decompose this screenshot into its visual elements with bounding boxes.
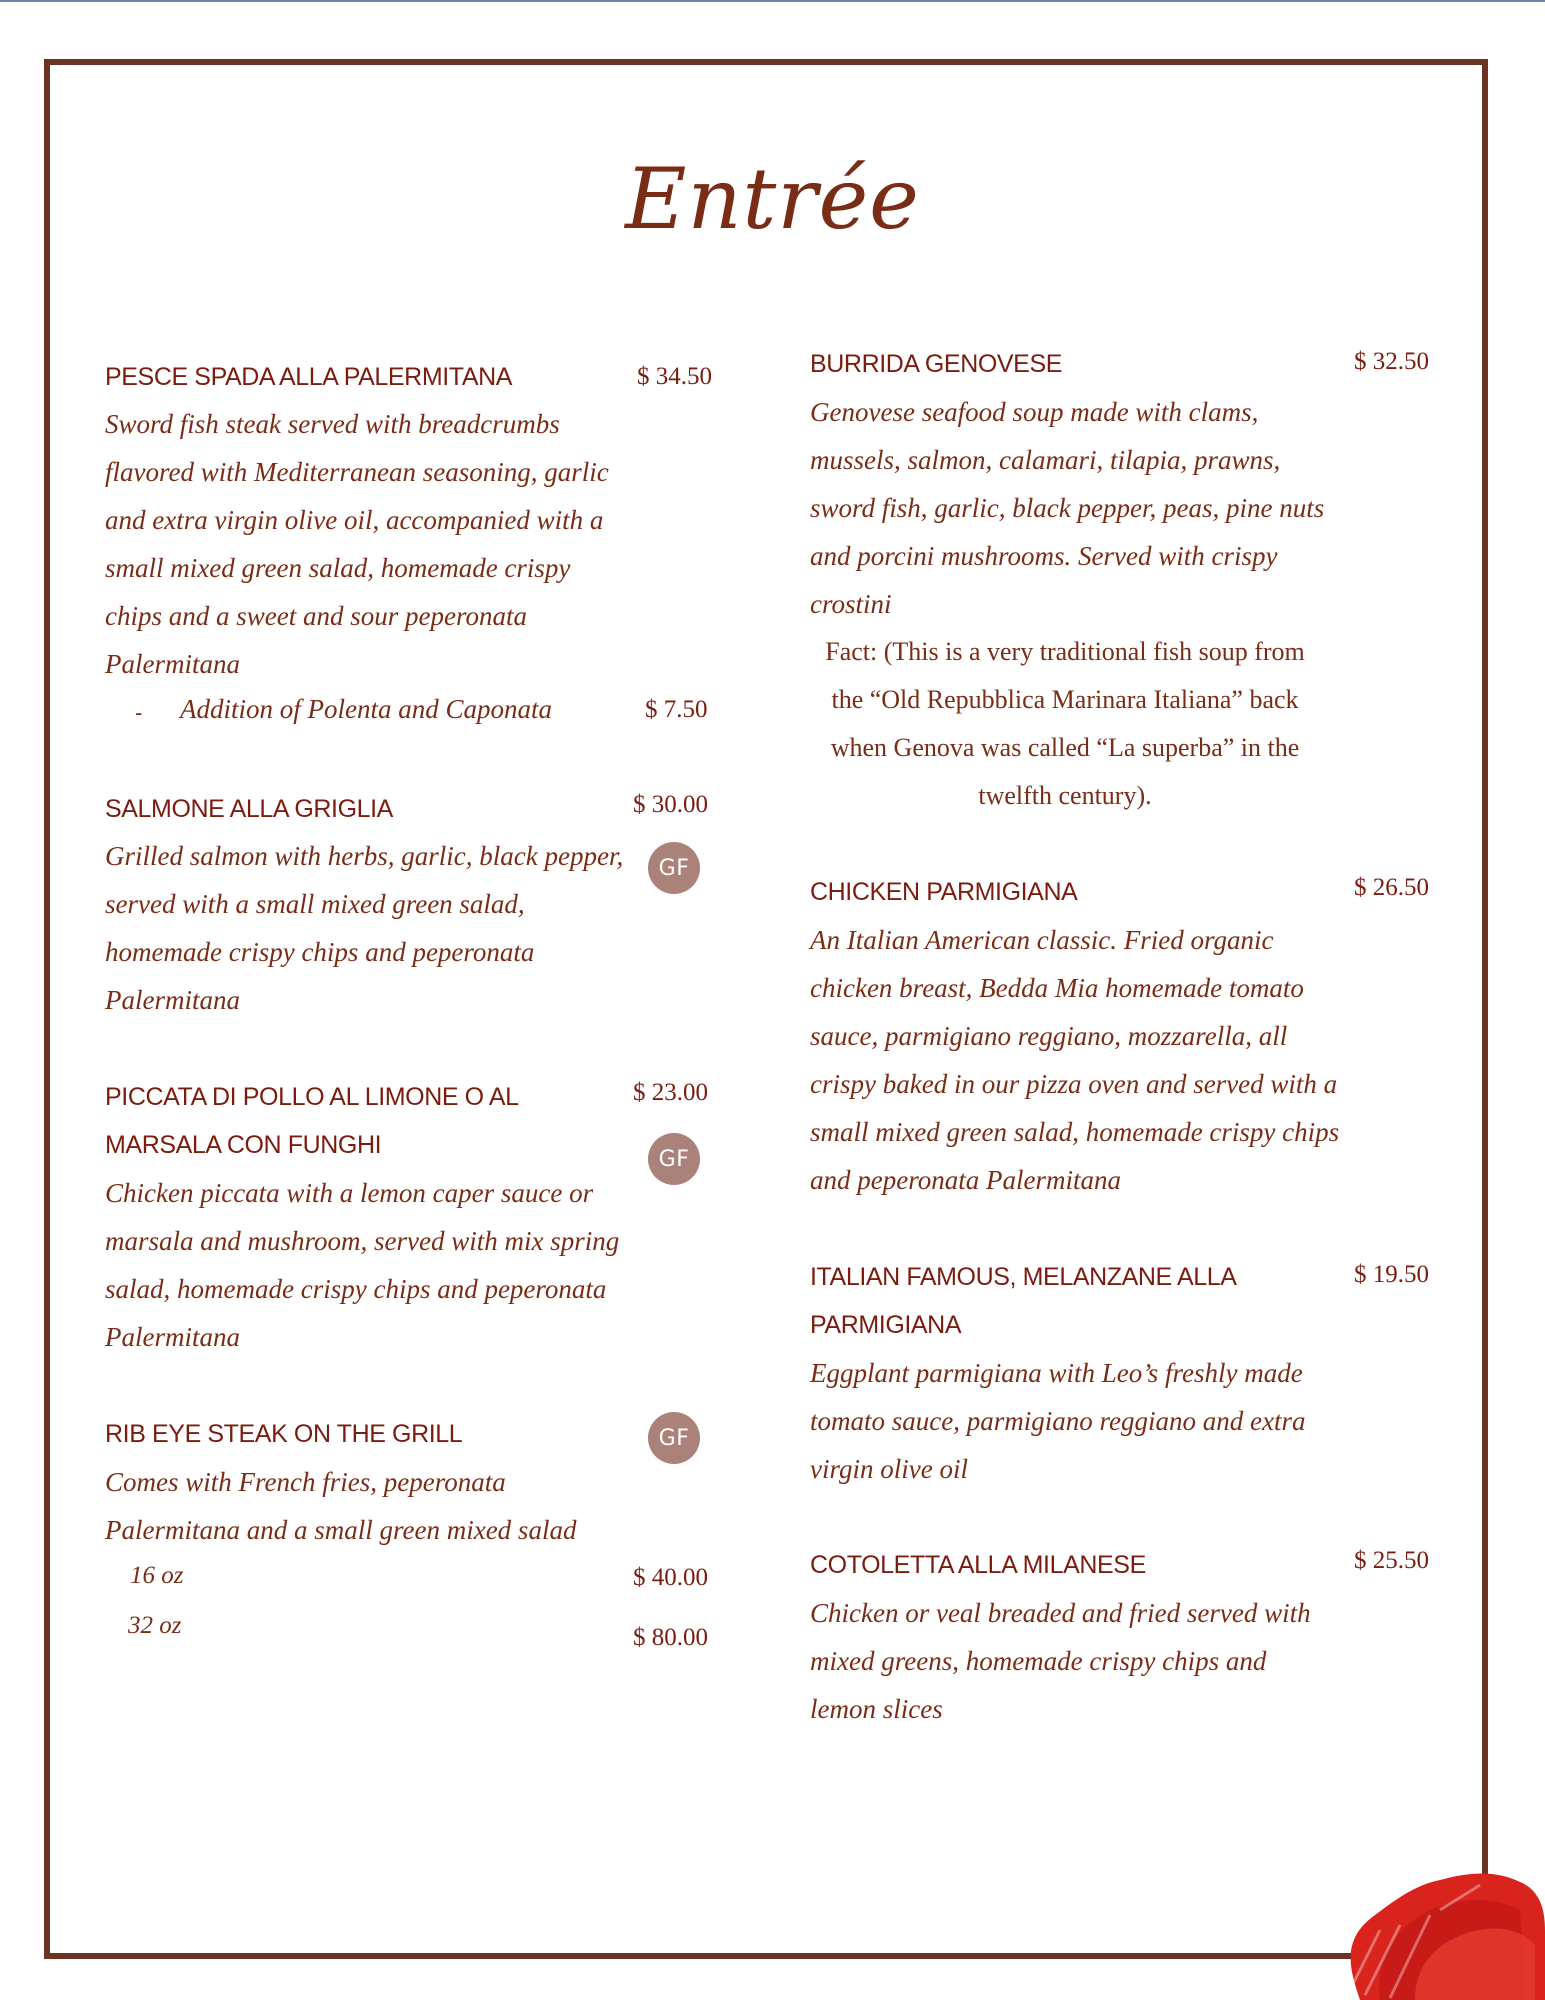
item-description: Genovese seafood soup made with clams, mussels, salmon, calamari, tilapia, prawns, sword fish, garlic, black pepper, peas, pine nuts and porcini mushrooms. Served with crispy crostini <box>810 397 1325 619</box>
item-name: SALMONE ALLA GRIGLIA <box>105 795 393 823</box>
item-name: PESCE SPADA ALLA PALERMITANA <box>105 363 513 391</box>
red-brush-stroke-icon <box>1320 1870 1545 2000</box>
gluten-free-badge: GF <box>648 1412 700 1464</box>
gluten-free-badge: GF <box>648 1133 700 1185</box>
size-price: $ 40.00 <box>633 1564 708 1591</box>
gluten-free-badge: GF <box>648 842 700 894</box>
size-price: $ 80.00 <box>633 1624 708 1651</box>
item-name: BURRIDA GENOVESE <box>810 350 1062 378</box>
item-name: CHICKEN PARMIGIANA <box>810 878 1078 906</box>
item-description: Comes with French fries, peperonata Palermitana and a small green mixed salad <box>105 1467 577 1545</box>
item-description: Chicken piccata with a lemon caper sauce or marsala and mushroom, served with mix spring salad, homemade crispy chips and peperonata Palermitana <box>105 1178 620 1352</box>
item-name: COTOLETTA ALLA MILANESE <box>810 1551 1146 1579</box>
item-name-line1: ITALIAN FAMOUS, MELANZANE ALLA <box>810 1263 1237 1291</box>
item-fact: Fact: (This is a very traditional fish soup from the “Old Repubblica Marinara Italiana” back when Genova was called “La superba” in the twelfth century). <box>825 637 1305 810</box>
size-label: 16 oz <box>130 1562 184 1589</box>
top-rule <box>0 0 1545 2</box>
item-name-line2: PARMIGIANA <box>810 1311 962 1339</box>
item-name: RIB EYE STEAK ON THE GRILL <box>105 1420 463 1448</box>
addon-price: $ 7.50 <box>645 696 708 723</box>
item-price: $ 25.50 <box>1354 1547 1429 1574</box>
item-price: $ 34.50 <box>637 363 712 390</box>
item-price: $ 19.50 <box>1354 1261 1429 1288</box>
item-description: Sword fish steak served with breadcrumbs flavored with Mediterranean seasoning, garlic and extra virgin olive oil, accompanied with a small mixed green salad, homemade crispy chips and a sweet and sour peperonata Palermitana <box>105 409 609 679</box>
item-price: $ 30.00 <box>633 791 708 818</box>
item-name-line2: MARSALA CON FUNGHI <box>105 1131 382 1159</box>
page-title: Entrée <box>625 150 920 248</box>
item-name-line1: PICCATA DI POLLO AL LIMONE O AL <box>105 1083 519 1111</box>
item-price: $ 32.50 <box>1354 348 1429 375</box>
item-price: $ 23.00 <box>633 1079 708 1106</box>
item-price: $ 26.50 <box>1354 874 1429 901</box>
addon-text: Addition of Polenta and Caponata <box>180 694 552 724</box>
item-description: Chicken or veal breaded and fried served with mixed greens, homemade crispy chips and lemon slices <box>810 1598 1311 1724</box>
item-description: An Italian American classic. Fried organic chicken breast, Bedda Mia homemade tomato sauce, parmigiano reggiano, mozzarella, all crispy baked in our pizza oven and served with a small mixed green salad, homemade crispy chips and peperonata Palermitana <box>810 925 1340 1195</box>
size-label: 32 oz <box>128 1612 182 1639</box>
addon-bullet: - <box>135 700 143 725</box>
item-description: Eggplant parmigiana with Leo’s freshly made tomato sauce, parmigiano reggiano and extra virgin olive oil <box>810 1358 1306 1484</box>
item-description: Grilled salmon with herbs, garlic, black pepper, served with a small mixed green salad, homemade crispy chips and peperonata Palermitana <box>105 841 624 1015</box>
